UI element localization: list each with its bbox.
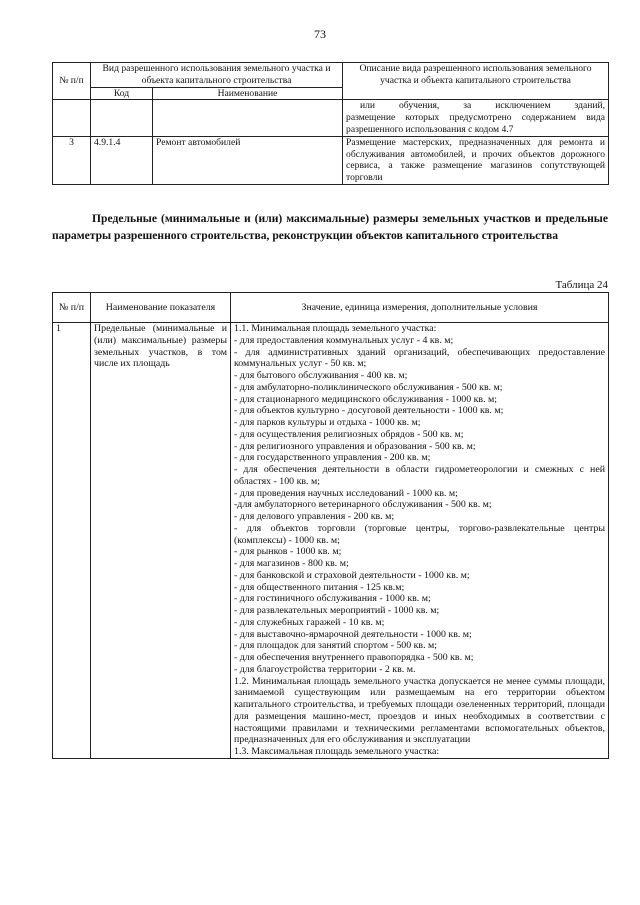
- list-item: - для выставочно-ярмарочной деятельности - 1000 кв. м;: [234, 628, 472, 640]
- description-continuation: или обучения, за исключением зданий, размещение которых предусмотрено содержанием вида разрешенного использования с кодом 4.7: [343, 100, 609, 136]
- list-item: - для банковской и страховой деятельности - 1000 кв. м;: [234, 569, 470, 581]
- list-item: - для стационарного медицинского обслуживания - 1000 кв. м;: [234, 393, 498, 405]
- list-item: - для магазинов - 800 кв. м;: [234, 558, 349, 569]
- row-conditions: [231, 323, 609, 759]
- list-item: - для объектов торговли (торговые центры, торгово-развлекательные центры (комплексы) - 1000 кв. м;: [234, 522, 605, 546]
- list-item: 1.1. Минимальная площадь земельного участка:: [234, 323, 437, 334]
- table-caption: Таблица 24: [555, 279, 608, 291]
- list-item: - для служебных гаражей - 10 кв. м;: [234, 616, 385, 628]
- list-item: - для делового управления - 200 кв. м;: [234, 511, 395, 522]
- list-item: - для благоустройства территории - 2 кв. м.: [234, 663, 416, 675]
- list-item: - для религиозного управления и образования - 500 кв. м;: [234, 440, 476, 452]
- list-item: - для бытового обслуживания - 400 кв. м;: [234, 370, 408, 381]
- row-num: 1: [53, 323, 91, 759]
- list-item: - для парков культуры и отдыха - 1000 кв. м;: [234, 417, 421, 428]
- header-conditions: Значение, единица измерения, дополнительные условия: [231, 293, 609, 323]
- list-item: - для рынков - 1000 кв. м;: [234, 546, 342, 558]
- list-item: - для развлекательных мероприятий - 1000 кв. м;: [234, 605, 440, 616]
- list-item: - для объектов культурно - досуговой деятельности - 1000 кв. м;: [234, 405, 504, 417]
- header-description: Описание вида разрешенного использования земельного участка и объекта капитального строительства: [343, 63, 609, 100]
- header-num: № п/п: [53, 293, 91, 323]
- list-item: - для административных зданий организаций, обеспечивающих предоставление коммунальных услуг - 50 кв. м;: [234, 346, 605, 370]
- table-row: [53, 100, 609, 136]
- list-item: - для площадок для занятий спортом - 500 кв. м;: [234, 640, 438, 652]
- list-item: - для обеспечения внутреннего правопорядка - 500 кв. м;: [234, 652, 474, 663]
- list-item: - для осуществления религиозных обрядов - 500 кв. м;: [234, 428, 464, 440]
- page-number: 73: [314, 27, 326, 41]
- land-use-table: [52, 62, 609, 185]
- table-row: [53, 323, 609, 759]
- header-name: Наименование: [153, 87, 343, 100]
- list-item: - для обеспечения деятельности в области гидрометеорологии и смежных с ней областях - 100 кв. м;: [234, 464, 605, 487]
- list-item: -для амбулаторного ветеринарного обслуживания - 500 кв. м;: [234, 499, 492, 511]
- table1-header-row: [53, 63, 609, 88]
- list-item: - для проведения научных исследований - 1000 кв. м;: [234, 487, 458, 499]
- section-heading: Предельные (минимальные и (или) максимальные) размеры земельных участков и предельные параметры разрешенного строительства, реконструкции объектов капитального строительства: [52, 212, 608, 242]
- row-indicator: Предельные (минимальные и (или) максимальные) размеры земельных участков, в том числе их площадь: [91, 323, 231, 759]
- header-land-use-group: Вид разрешенного использования земельного участка и объекта капитального строительства: [91, 63, 343, 88]
- header-indicator: Наименование показателя: [91, 293, 231, 323]
- row-name: Ремонт автомобилей: [153, 136, 343, 184]
- list-item: - для государственного управления - 200 кв. м;: [234, 452, 431, 464]
- list-item: - для гостиничного обслуживания - 1000 кв. м;: [234, 593, 431, 605]
- row-code: 4.9.1.4: [91, 136, 153, 184]
- row-num: 3: [53, 136, 91, 184]
- table2-header-row: [53, 293, 609, 323]
- parameters-table: [52, 292, 609, 759]
- table-row: [53, 136, 609, 184]
- header-code: Код: [91, 87, 153, 100]
- row-description: Размещение мастерских, предназначенных для ремонта и обслуживания автомобилей, и прочих объектов дорожного сервиса, а также размещение магазинов сопутствующей торговли: [343, 136, 609, 184]
- paragraph-1-3: 1.3. Максимальная площадь земельного участка:: [234, 746, 440, 757]
- list-item: - для предоставления коммунальных услуг - 4 кв. м;: [234, 334, 454, 346]
- list-item: - для общественного питания - 125 кв.м;: [234, 581, 405, 593]
- header-num: № п/п: [53, 63, 91, 100]
- paragraph-1-2: 1.2. Минимальная площадь земельного участка допускается не менее суммы площади, занимаемой существующим или размещаемым на его территории объектом капитального строительства, и требуемых площади озелененных территорий, площади для размещения машино-мест, проездов и иных необходимых в соответствии с настоящими правилами и техническими регламентами вспомогательных объектов, предназначенных для его обслуживания и эксплуатации: [234, 675, 605, 746]
- list-item: - для амбулаторно-поликлинического обслуживания - 500 кв. м;: [234, 381, 503, 393]
